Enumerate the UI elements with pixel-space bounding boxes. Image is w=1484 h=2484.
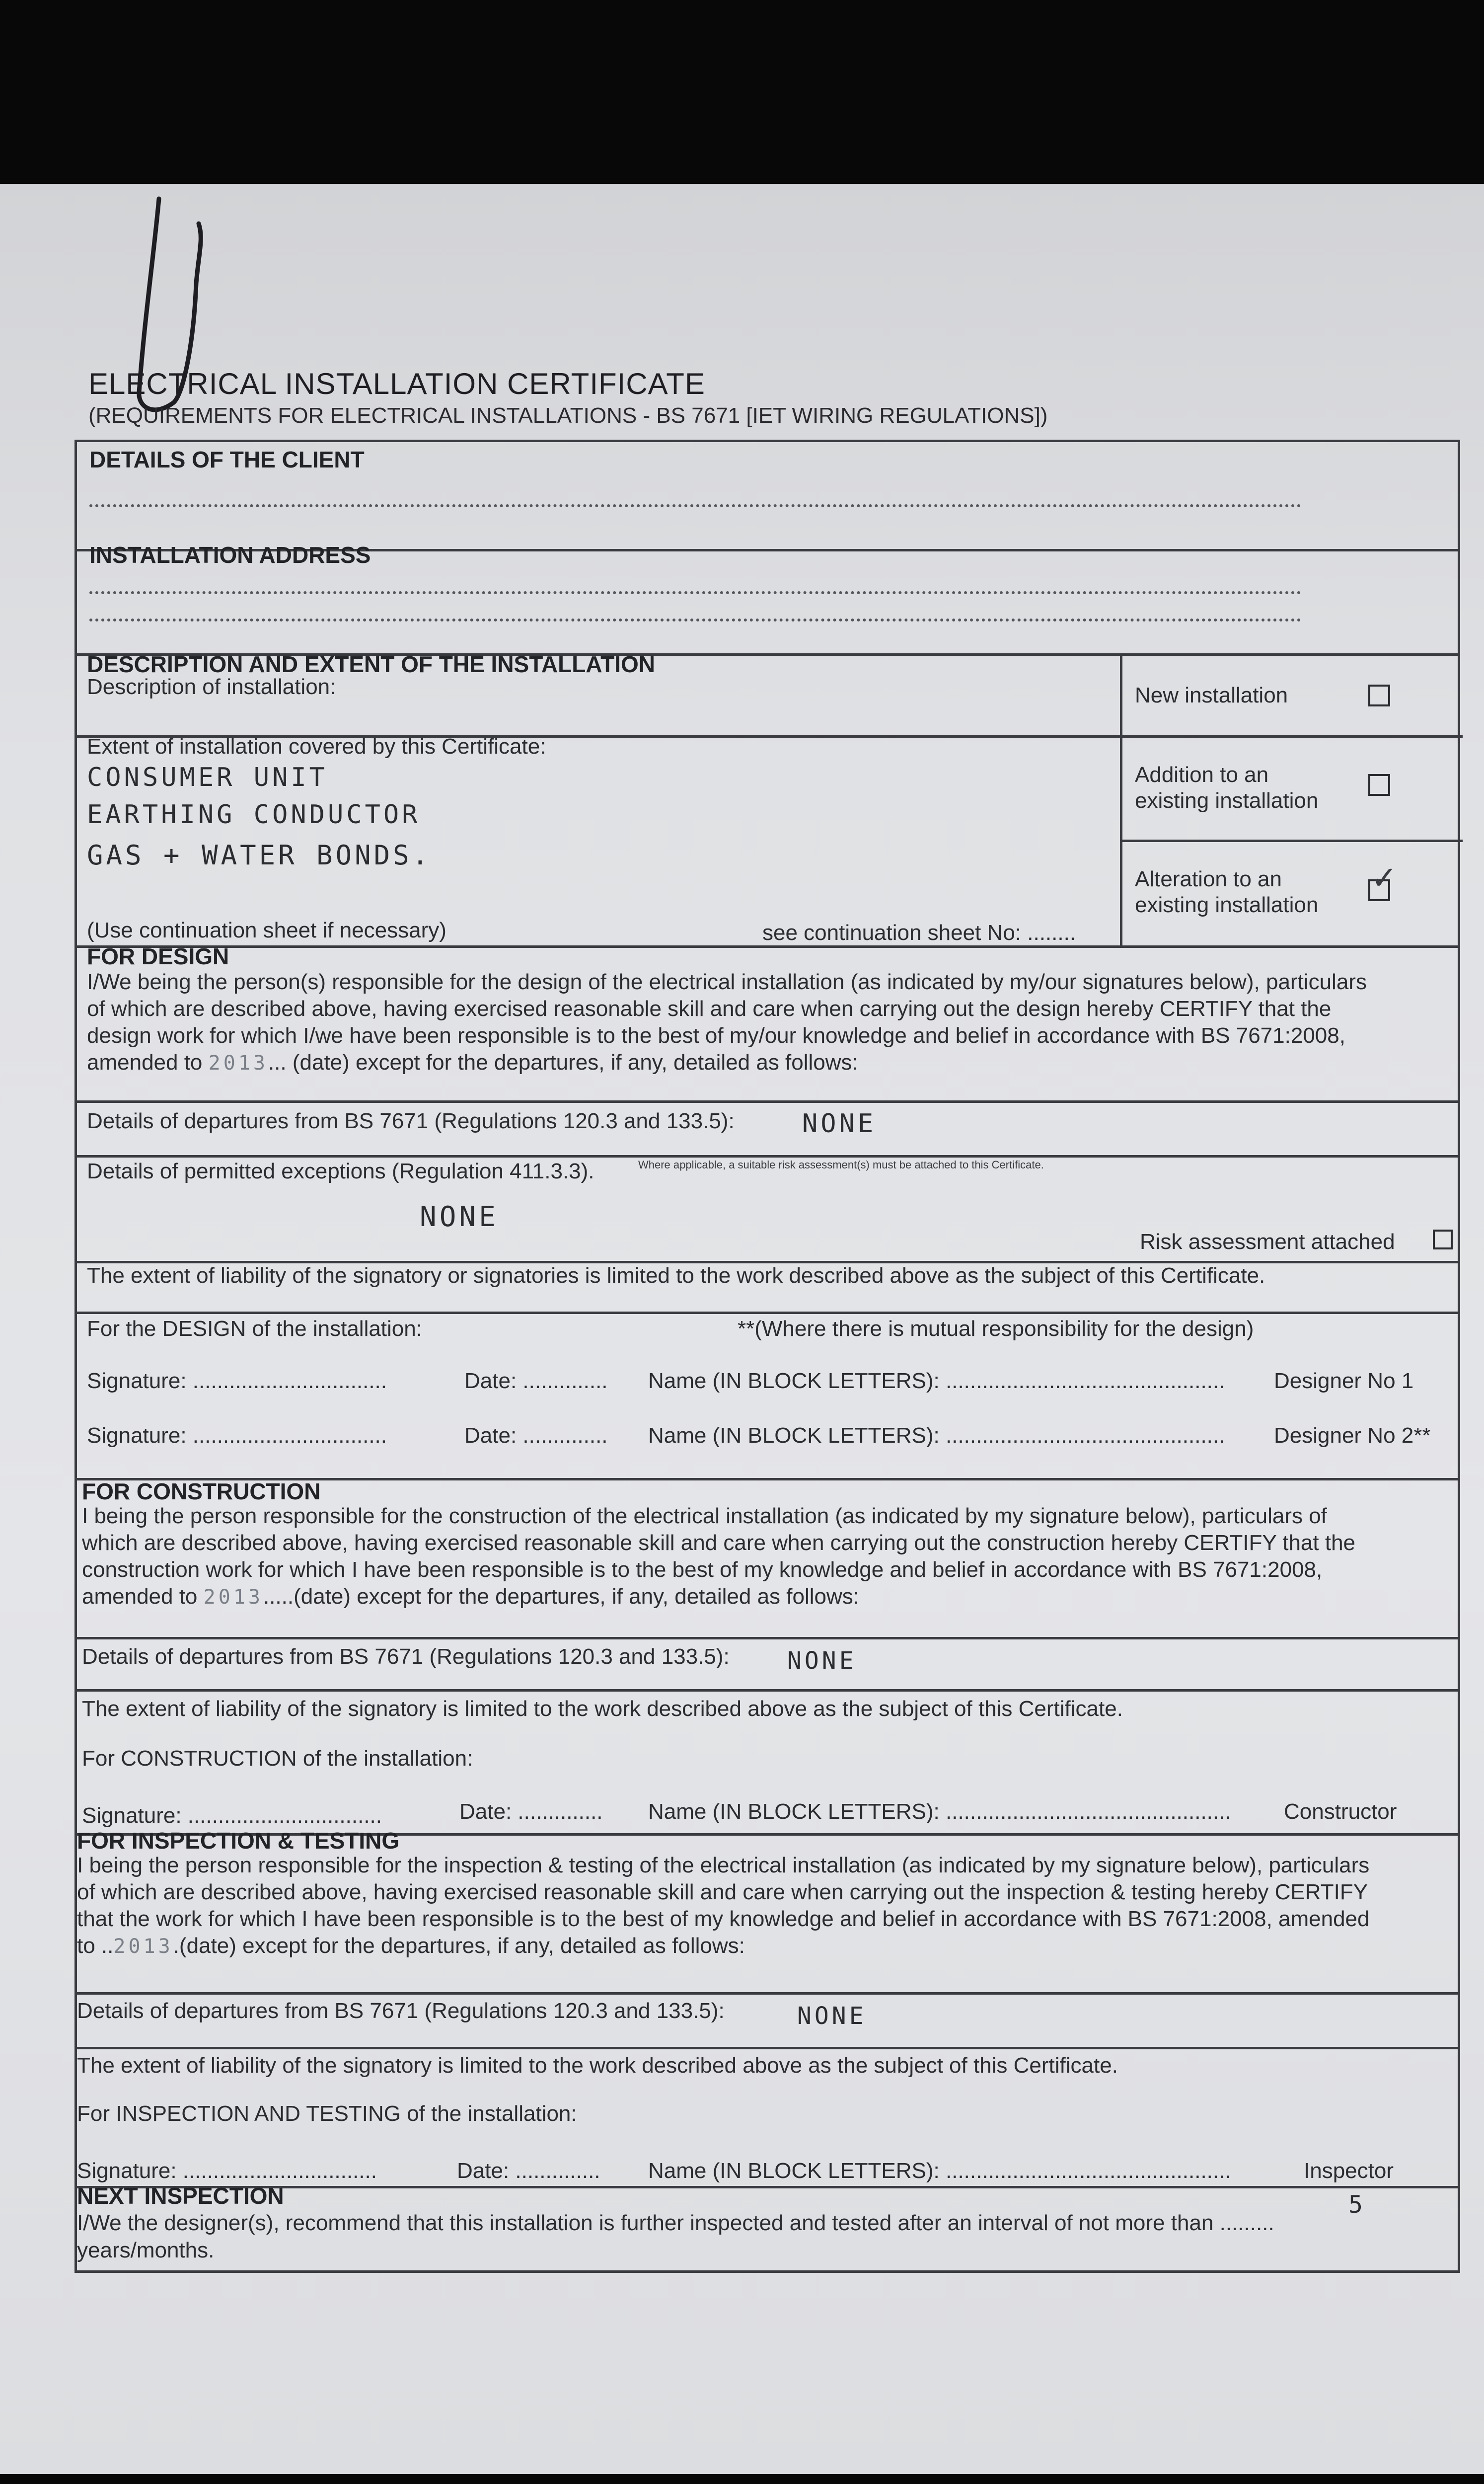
new-installation-checkbox[interactable] — [1368, 685, 1390, 706]
designer2-name-field[interactable]: Name (IN BLOCK LETTERS): .............................................. — [648, 1423, 1225, 1448]
continuation-sheet-number: see continuation sheet No: ........ — [762, 921, 1076, 945]
next-inspection-statement: I/We the designer(s), recommend that this installation is further inspected and tested after an interval of not more than ......... — [77, 2211, 1274, 2235]
constructor-date-field[interactable]: Date: .............. — [459, 1799, 603, 1824]
address-field-line-2[interactable] — [89, 619, 1301, 621]
exceptions-label: Details of permitted exceptions (Regulation 411.3.3). — [87, 1159, 594, 1183]
client-heading: DETAILS OF THE CLIENT — [89, 447, 365, 472]
design-amended-year: 2013 — [208, 1052, 268, 1075]
divider — [77, 1100, 1458, 1103]
inspection-amended-year: 2013 — [113, 1935, 173, 1958]
divider — [1120, 735, 1463, 738]
construction-departures-value: NONE — [787, 1647, 857, 1675]
divider — [77, 2186, 1458, 2188]
construction-liability-note: The extent of liability of the signatory is limited to the work described above as the subject of this Certificate. — [82, 1697, 1123, 1721]
design-departures-value: NONE — [802, 1109, 877, 1139]
extent-handwritten-line-1: CONSUMER UNIT — [87, 763, 328, 792]
design-departures-label: Details of departures from BS 7671 (Regulations 120.3 and 133.5): — [87, 1109, 735, 1133]
option-alteration-label-1: Alteration to an — [1135, 867, 1282, 891]
mutual-responsibility-note: **(Where there is mutual responsibility for the design) — [738, 1317, 1254, 1341]
extent-handwritten-line-3: GAS + WATER BONDS. — [87, 840, 432, 871]
designer2-role: Designer No 2** — [1274, 1423, 1431, 1448]
inspection-liability-note: The extent of liability of the signatory is limited to the work described above as the subject of this Certificate. — [77, 2053, 1118, 2078]
inspector-signature-field[interactable]: Signature: ................................ — [77, 2159, 377, 2183]
inspector-date-field[interactable]: Date: .............. — [457, 2159, 600, 2183]
divider — [77, 1155, 1458, 1158]
inspection-statement: I being the person responsible for the inspection & testing of the electrical installation (as indicated by my signature below), particulars of which are described above, having exercised reasonable skill and care when carrying out the inspection & testing hereby CERTIFY that the work for which I have been responsible is to the best of my knowledge and belief in accordance with BS 7671:2008, amended to ..2013.(date) except for the departures, if any, detailed as follows: — [77, 1853, 1370, 1958]
certificate-subtitle: (REQUIREMENTS FOR ELECTRICAL INSTALLATIONS - BS 7671 [IET WIRING REGULATIONS]) — [88, 403, 1048, 428]
design-for-label: For the DESIGN of the installation: — [87, 1317, 422, 1341]
divider — [77, 1992, 1458, 1995]
divider — [1120, 840, 1463, 842]
next-inspection-units: years/months. — [77, 2238, 215, 2262]
inspector-role: Inspector — [1304, 2159, 1394, 2183]
inspection-heading: FOR INSPECTION & TESTING — [77, 1828, 400, 1854]
option-addition-label-1: Addition to an — [1135, 763, 1269, 787]
construction-statement: I being the person responsible for the construction of the electrical installation (as indicated by my signature below), particulars of which are described above, having exercised reasonable skill and care when carrying out the construction hereby CERTIFY that the construction work for which I have been responsible is to the best of my knowledge and belief in accordance with BS 7671:2008, amended to 2013.....(date) except for the departures, if any, detailed as follows: — [82, 1504, 1356, 1609]
inspection-departures-value: NONE — [797, 2002, 867, 2030]
inspection-departures-label: Details of departures from BS 7671 (Regulations 120.3 and 133.5): — [77, 1999, 725, 2023]
inspector-name-field[interactable]: Name (IN BLOCK LETTERS): ............................................... — [648, 2159, 1231, 2183]
option-new-installation-label: New installation — [1135, 683, 1288, 707]
divider — [1120, 653, 1122, 945]
design-statement: I/We being the person(s) responsible for the design of the electrical installation (as indicated by my/our signatures below), particulars of which are described above, having exercised reasonable skill and care when carrying out the design hereby CERTIFY that the design work for which I/we have been responsible is to the best of my/our knowledge and belief in accordance with BS 7671:2008, amended to 2013... (date) except for the departures, if any, detailed as follows: — [87, 970, 1367, 1075]
exceptions-note: Where applicable, a suitable risk assessment(s) must be attached to this Certificate. — [638, 1159, 1044, 1171]
risk-assessment-checkbox[interactable] — [1433, 1230, 1453, 1249]
constructor-role: Constructor — [1284, 1799, 1397, 1824]
next-inspection-interval: 5 — [1348, 2191, 1366, 2219]
option-addition-label-2: existing installation — [1135, 788, 1319, 813]
divider — [77, 945, 1458, 948]
certificate-form — [74, 440, 1460, 2273]
client-details-field[interactable] — [89, 504, 1301, 507]
designer1-role: Designer No 1 — [1274, 1369, 1414, 1393]
design-liability-note: The extent of liability of the signatory or signatories is limited to the work described above as the subject of this Certificate. — [87, 1263, 1265, 1288]
divider — [77, 1637, 1458, 1639]
risk-assessment-label: Risk assessment attached — [1140, 1230, 1395, 1254]
designer1-name-field[interactable]: Name (IN BLOCK LETTERS): .............................................. — [648, 1369, 1225, 1393]
divider — [77, 1689, 1458, 1692]
designer1-date-field[interactable]: Date: .............. — [464, 1369, 608, 1393]
divider — [77, 2047, 1458, 2049]
design-heading: FOR DESIGN — [87, 943, 229, 969]
address-field-line-1[interactable] — [89, 591, 1301, 594]
designer1-signature-field[interactable]: Signature: ................................ — [87, 1369, 387, 1393]
construction-amended-year: 2013 — [203, 1586, 263, 1609]
construction-departures-label: Details of departures from BS 7671 (Regulations 120.3 and 133.5): — [82, 1644, 730, 1669]
divider — [77, 1312, 1458, 1314]
extent-handwritten-line-2: EARTHING CONDUCTOR — [87, 800, 421, 830]
description-label: Description of installation: — [87, 675, 336, 699]
inspection-for-label: For INSPECTION AND TESTING of the installation: — [77, 2101, 577, 2126]
designer2-signature-field[interactable]: Signature: ................................ — [87, 1423, 387, 1448]
construction-for-label: For CONSTRUCTION of the installation: — [82, 1746, 473, 1771]
constructor-signature-field[interactable]: Signature: ................................ — [82, 1803, 382, 1828]
designer2-date-field[interactable]: Date: .............. — [464, 1423, 608, 1448]
exceptions-value: NONE — [420, 1201, 499, 1233]
check-mark-icon: ✓ — [1371, 860, 1398, 896]
construction-heading: FOR CONSTRUCTION — [82, 1478, 321, 1504]
constructor-name-field[interactable]: Name (IN BLOCK LETTERS): ............................................... — [648, 1799, 1231, 1824]
next-inspection-heading: NEXT INSPECTION — [77, 2183, 284, 2209]
option-alteration-label-2: existing installation — [1135, 893, 1319, 917]
address-heading: INSTALLATION ADDRESS — [89, 542, 371, 568]
description-heading: DESCRIPTION AND EXTENT OF THE INSTALLATION — [87, 651, 656, 677]
continuation-note: (Use continuation sheet if necessary) — [87, 918, 446, 942]
addition-checkbox[interactable] — [1368, 774, 1390, 796]
certificate-title: ELECTRICAL INSTALLATION CERTIFICATE — [88, 367, 705, 400]
extent-label: Extent of installation covered by this Certificate: — [87, 734, 546, 759]
